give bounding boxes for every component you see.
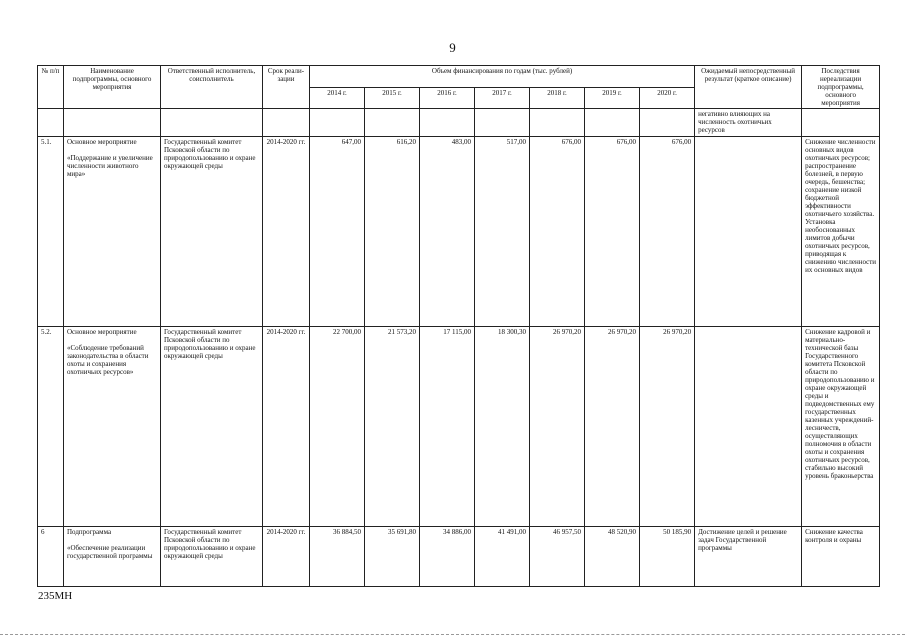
header-financing: Объем финансирования по годам (тыс. рублей) (310, 66, 695, 88)
financing-table (37, 65, 880, 587)
row-name-title: «Соблюдение требований законодательства в области охоты и сохранения охотничьих ресурсов» (67, 344, 149, 376)
row-value: 48 520,90 (585, 527, 640, 587)
row-value: 517,00 (475, 137, 530, 327)
row-value: 18 300,30 (475, 327, 530, 527)
row-result (695, 137, 802, 327)
header-num: № п/п (38, 66, 64, 109)
row-value: 21 573,20 (365, 327, 420, 527)
row-value: 676,00 (640, 137, 695, 327)
table-row (38, 137, 880, 327)
header-year: 2015 г. (365, 87, 420, 109)
row-value: 26 970,20 (530, 327, 585, 527)
row-term: 2014-2020 гг. (263, 137, 310, 327)
header-executor: Ответственный исполнитель, соисполнитель (161, 66, 263, 109)
header-consequences: Последствия нереализации подпрограммы, основного мероприятия (802, 66, 880, 109)
header-year: 2018 г. (530, 87, 585, 109)
row-value: 26 970,20 (640, 327, 695, 527)
table-row (38, 327, 880, 527)
header-row (38, 66, 880, 88)
row-value: 35 691,80 (365, 527, 420, 587)
row-name-type: Основное мероприятие (67, 138, 137, 146)
row-value: 17 115,00 (420, 327, 475, 527)
continuation-result: негативно влияющих на численность охотничьих ресурсов (695, 109, 802, 137)
header-result: Ожидаемый непосредственный результат (краткое описание) (695, 66, 802, 109)
page-number: 9 (449, 40, 456, 55)
row-consequences: Снижение кадровой и материально-технической базы Государственного комитета Псковской области по природопользованию и охране окружающей среды и подведомственных ему государственных казенных учреждений-лесничеств, осуществляющих полномочия в области охоты и сохранения охотничьих ресурсов, стабильно высокий уровень браконьерства (802, 327, 880, 527)
row-value: 34 886,00 (420, 527, 475, 587)
row-value: 41 491,00 (475, 527, 530, 587)
row-value: 46 957,50 (530, 527, 585, 587)
header-year: 2014 г. (310, 87, 365, 109)
table-row (38, 527, 880, 587)
row-num: 5.2. (38, 327, 64, 527)
header-term: Срок реали-зации (263, 66, 310, 109)
row-value: 676,00 (585, 137, 640, 327)
row-num: 5.1. (38, 137, 64, 327)
row-value: 483,00 (420, 137, 475, 327)
row-name (64, 527, 161, 587)
row-executor: Государственный комитет Псковской области по природопользованию и охране окружающей среды (161, 527, 263, 587)
row-value: 647,00 (310, 137, 365, 327)
scan-edge-line (0, 634, 905, 635)
row-name-type: Подпрограмма (67, 528, 112, 536)
continuation-row (38, 109, 880, 137)
row-value: 50 185,90 (640, 527, 695, 587)
header-name: Наименование подпрограммы, основного мероприятия (64, 66, 161, 109)
header-year: 2019 г. (585, 87, 640, 109)
row-consequences: Снижение качества контроля и охраны (802, 527, 880, 587)
header-year: 2020 г. (640, 87, 695, 109)
row-result: Достижение целей и решение задач Государственной программы (695, 527, 802, 587)
row-executor: Государственный комитет Псковской области по природопользованию и охране окружающей среды (161, 137, 263, 327)
row-term: 2014-2020 гг. (263, 527, 310, 587)
row-consequences: Снижение численности основных видов охотничьих ресурсов; распространение болезней, в первую очередь, бешенства; сохранение низкой бюджетной эффективности охотничьего хозяйства. Установка необоснованных лимитов добычи охотничьих ресурсов, приводящая к снижению численности их основных видов (802, 137, 880, 327)
row-value: 616,20 (365, 137, 420, 327)
row-value: 22 700,00 (310, 327, 365, 527)
row-value: 36 884,50 (310, 527, 365, 587)
header-year: 2016 г. (420, 87, 475, 109)
row-name (64, 327, 161, 527)
row-name-title: «Поддержание и увеличение численности животного мира» (67, 154, 153, 178)
row-num: 6 (38, 527, 64, 587)
row-result (695, 327, 802, 527)
row-name (64, 137, 161, 327)
header-year: 2017 г. (475, 87, 530, 109)
row-value: 676,00 (530, 137, 585, 327)
row-value: 26 970,20 (585, 327, 640, 527)
row-name-title: «Обеспечение реализации государственной программы (67, 544, 153, 560)
footer-code: 235МН (38, 590, 73, 602)
row-name-type: Основное мероприятие (67, 328, 137, 336)
row-executor: Государственный комитет Псковской области по природопользованию и охране окружающей среды (161, 327, 263, 527)
row-term: 2014-2020 гг. (263, 327, 310, 527)
